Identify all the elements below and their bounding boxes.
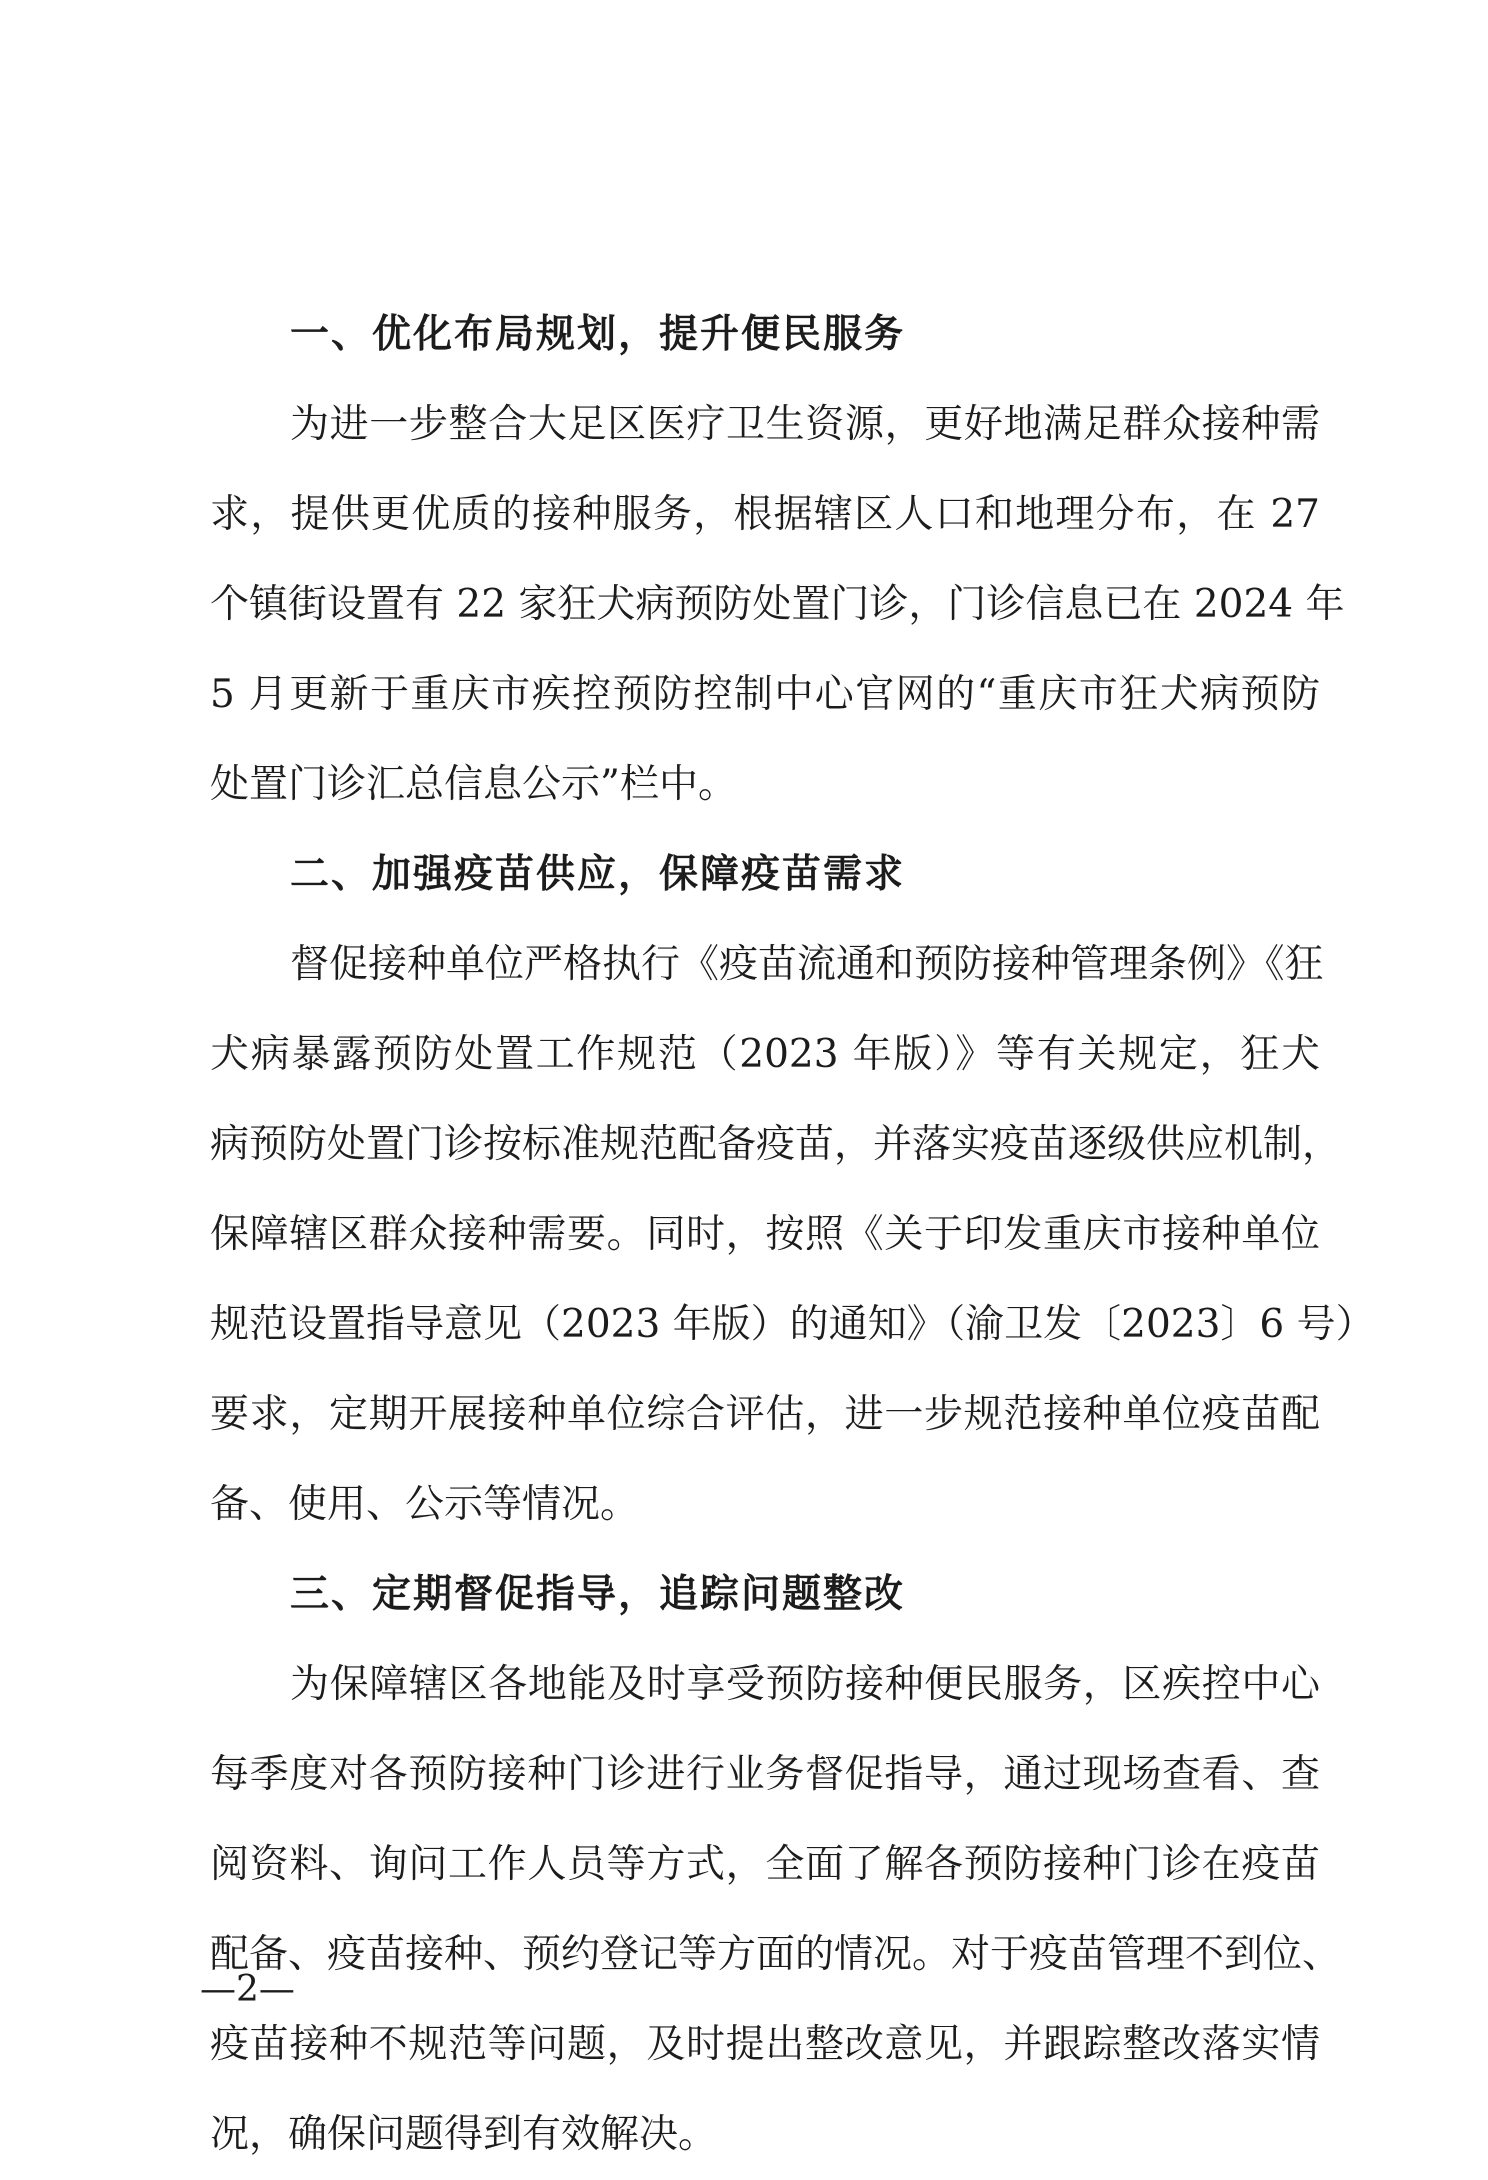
- paragraph-line: 疫苗接种不规范等问题，及时提出整改意见，并跟踪整改落实情: [210, 2022, 1320, 2067]
- section-2: [210, 830, 1375, 1550]
- paragraph-line: 犬病暴露预防处置工作规范（2023 年版）》等有关规定，狂犬: [210, 1032, 1320, 1077]
- paragraph-line: 求，提供更优质的接种服务，根据辖区人口和地理分布，在 27: [210, 492, 1320, 537]
- paragraph-line: 配备、疫苗接种、预约登记等方面的情况。对于疫苗管理不到位、: [210, 1932, 1342, 1977]
- paragraph-line: 病预防处置门诊按标准规范配备疫苗，并落实疫苗逐级供应机制，: [210, 1122, 1342, 1167]
- paragraph-line: 规范设置指导意见（2023 年版）的通知》（渝卫发〔2023〕6 号）: [210, 1302, 1375, 1347]
- paragraph-line: 个镇街设置有 22 家狂犬病预防处置门诊，门诊信息已在 2024 年: [210, 582, 1345, 627]
- section-1: [210, 290, 1345, 830]
- paragraph-line: 况，确保问题得到有效解决。: [210, 2112, 718, 2157]
- section-heading: 一、优化布局规划，提升便民服务: [290, 312, 906, 357]
- section-heading: 三、定期督促指导，追踪问题整改: [290, 1572, 906, 1617]
- paragraph-line: 阅资料、询问工作人员等方式，全面了解各预防接种门诊在疫苗: [210, 1842, 1320, 1887]
- paragraph-line: 每季度对各预防接种门诊进行业务督促指导，通过现场查看、查: [210, 1752, 1320, 1797]
- section-heading: 二、加强疫苗供应，保障疫苗需求: [290, 852, 906, 897]
- page-number: —2—: [200, 1969, 295, 2010]
- paragraph-line: 督促接种单位严格执行《疫苗流通和预防接种管理条例》《狂: [290, 942, 1324, 987]
- section-3: [210, 1550, 1342, 2180]
- paragraph-line: 备、使用、公示等情况。: [210, 1482, 640, 1527]
- paragraph-line: 为保障辖区各地能及时享受预防接种便民服务，区疾控中心: [290, 1662, 1320, 1707]
- paragraph-line: 保障辖区群众接种需要。同时，按照《关于印发重庆市接种单位: [210, 1212, 1320, 1257]
- paragraph-line: 处置门诊汇总信息公示”栏中。: [210, 762, 737, 807]
- paragraph-line: 5 月更新于重庆市疾控预防控制中心官网的“重庆市狂犬病预防: [210, 672, 1320, 717]
- paragraph-line: 要求，定期开展接种单位综合评估，进一步规范接种单位疫苗配: [210, 1392, 1320, 1437]
- paragraph-line: 为进一步整合大足区医疗卫生资源，更好地满足群众接种需: [290, 402, 1320, 447]
- document-body: [210, 290, 1375, 2180]
